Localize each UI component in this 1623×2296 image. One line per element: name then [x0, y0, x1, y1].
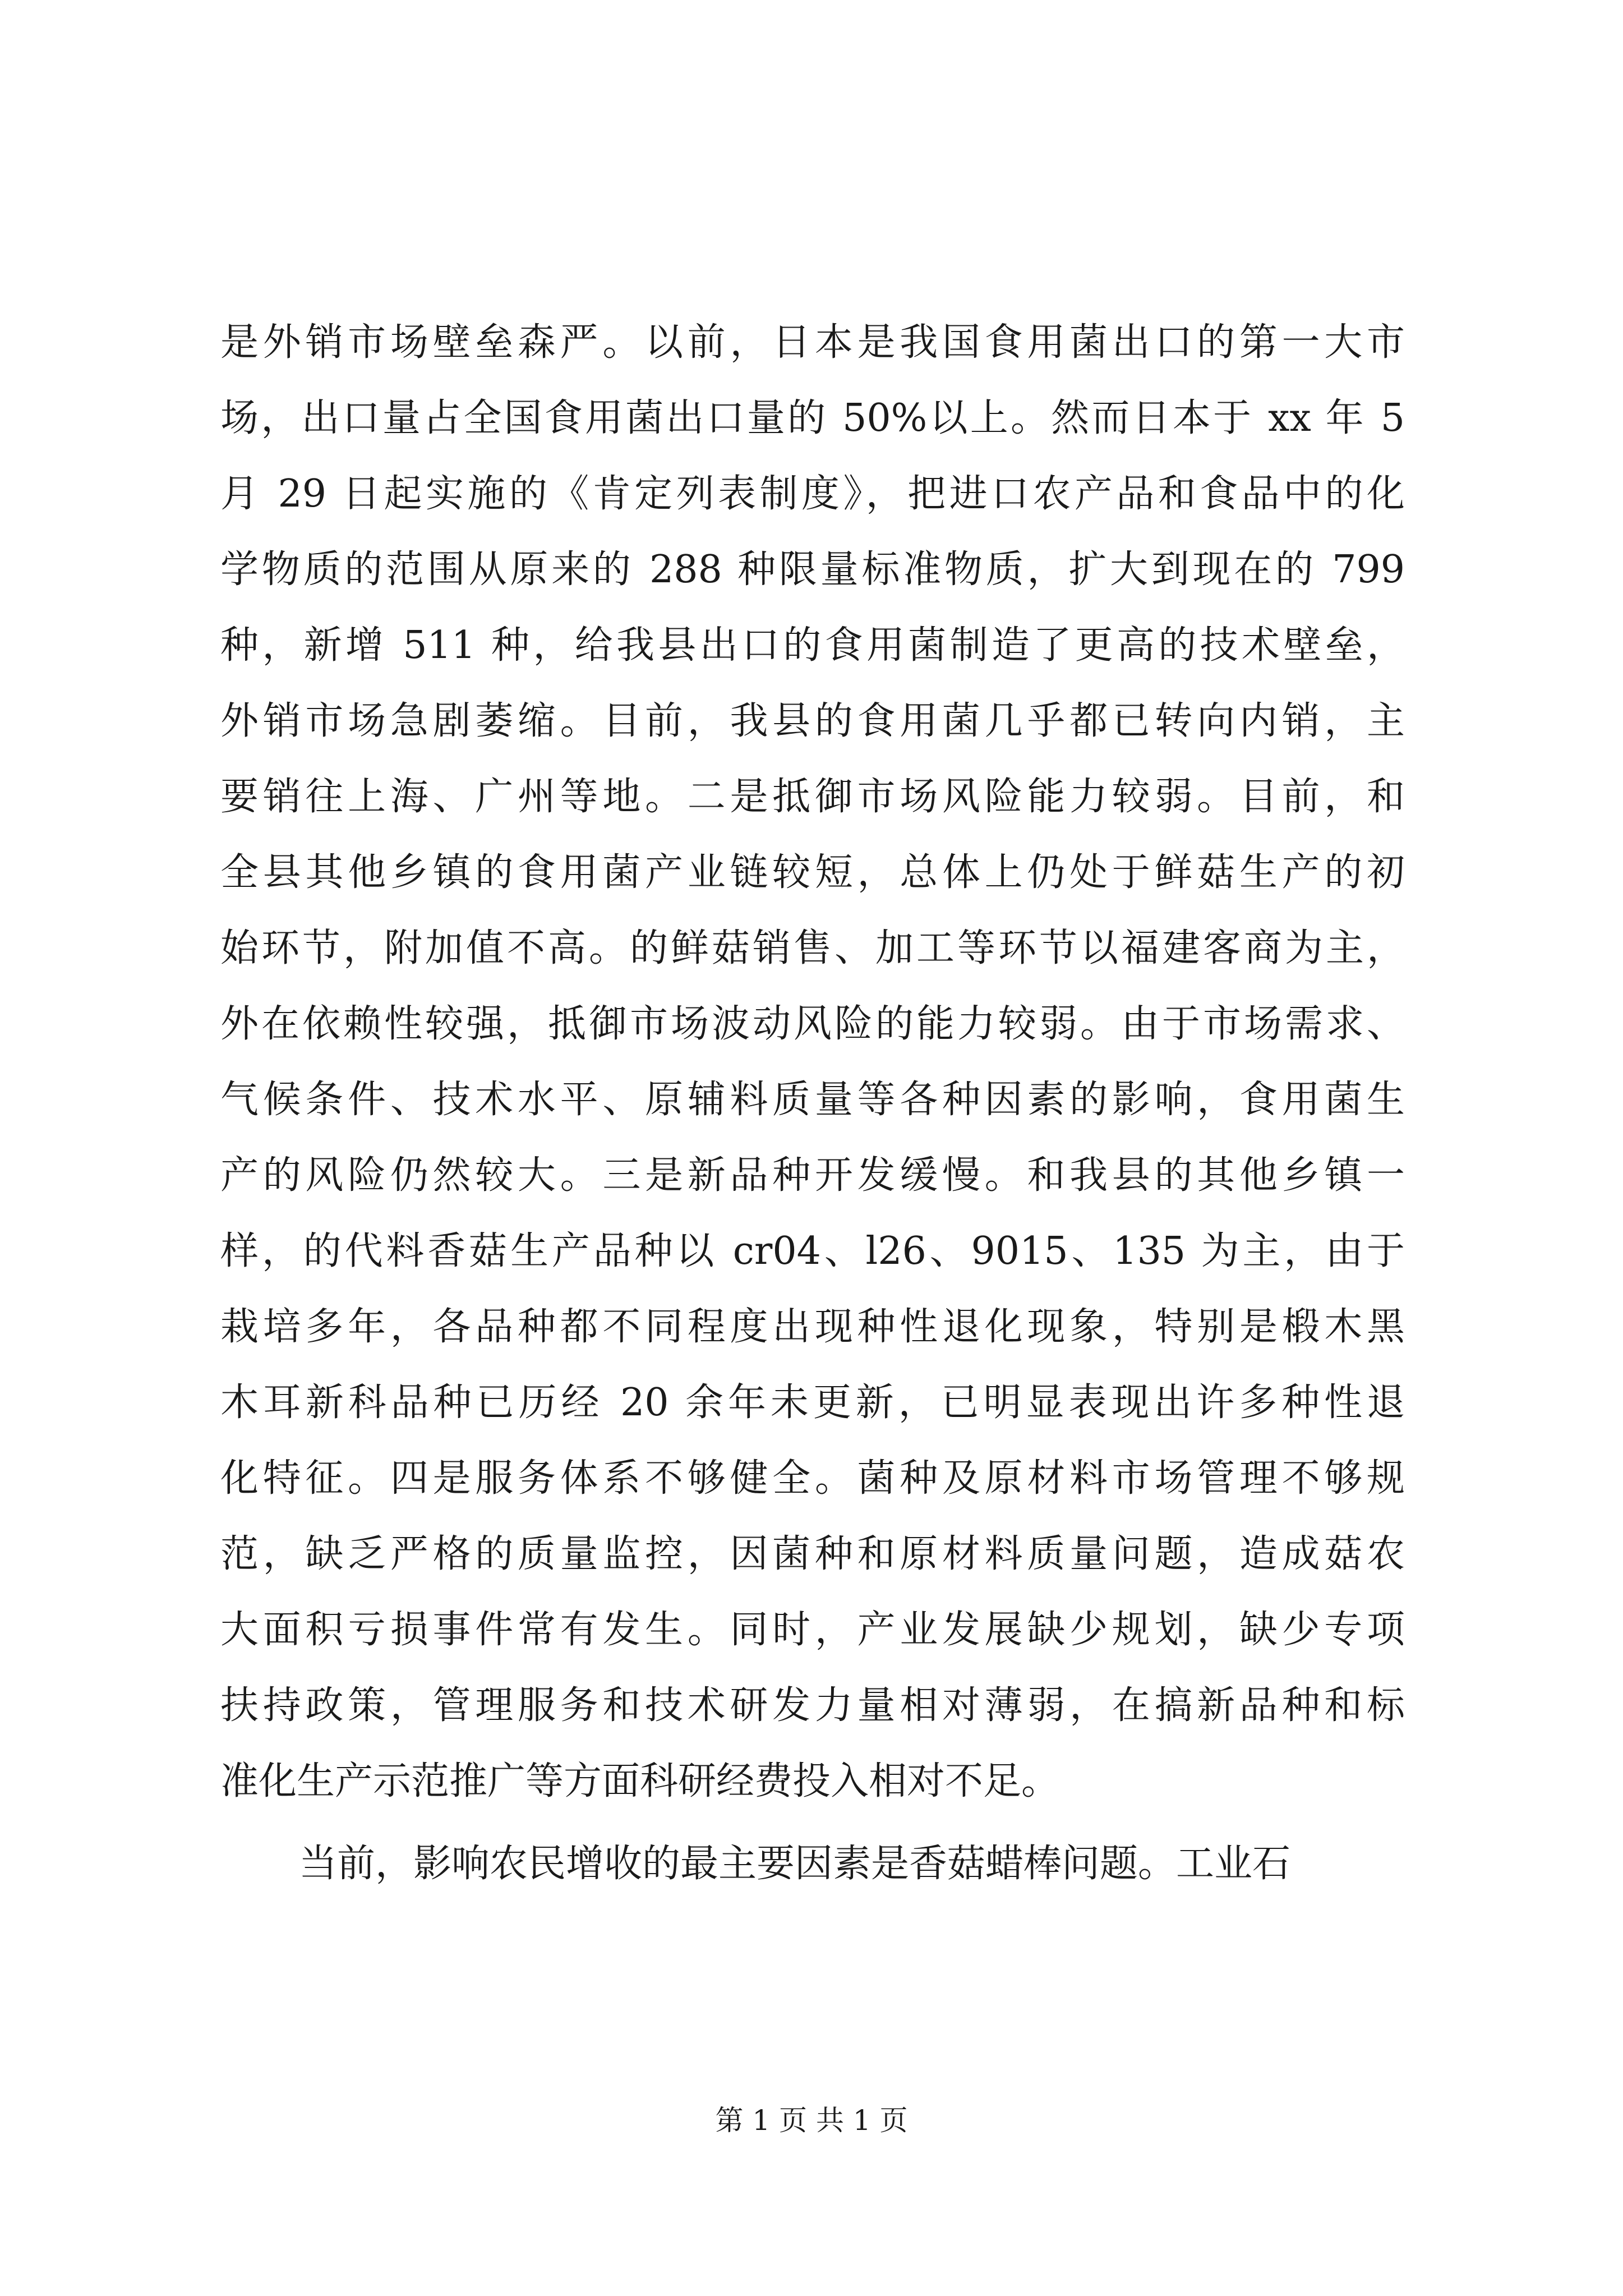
- text-line: 始环节，附加值不高。的鲜菇销售、加工等环节以福建客商为主，: [220, 926, 1405, 970]
- text-line: 产的风险仍然较大。三是新品种开发缓慢。和我县的其他乡镇一: [220, 1153, 1405, 1198]
- text-line: 全县其他乡镇的食用菌产业链较短，总体上仍处于鲜菇生产的初: [220, 850, 1405, 895]
- paragraph: [220, 305, 1405, 1819]
- document-body: [220, 305, 1405, 1902]
- text-line: 学物质的范围从原来的 288 种限量标准物质，扩大到现在的 799: [220, 547, 1405, 592]
- text-line: 当前，影响农民增收的最主要因素是香菇蜡棒问题。工业石: [299, 1842, 1291, 1886]
- text-line: 是外销市场壁垒森严。以前，日本是我国食用菌出口的第一大市: [220, 320, 1405, 365]
- text-line: 外销市场急剧萎缩。目前，我县的食用菌几乎都已转向内销，主: [220, 699, 1405, 743]
- text-line: 大面积亏损事件常有发生。同时，产业发展缺少规划，缺少专项: [220, 1608, 1405, 1652]
- page-number-footer: 第 1 页 共 1 页: [715, 2104, 908, 2137]
- text-line: 气候条件、技术水平、原辅料质量等各种因素的影响，食用菌生: [220, 1078, 1405, 1122]
- text-line: 扶持政策，管理服务和技术研发力量相对薄弱，在搞新品种和标: [220, 1683, 1405, 1728]
- paragraph: [220, 1826, 1405, 1902]
- text-line: 化特征。四是服务体系不够健全。菌种及原材料市场管理不够规: [220, 1456, 1405, 1501]
- text-line: 范，缺乏严格的质量监控，因菌种和原材料质量问题，造成菇农: [220, 1532, 1405, 1576]
- text-line: 要销往上海、广州等地。二是抵御市场风险能力较弱。目前，和: [220, 775, 1405, 819]
- text-line: 场，出口量占全国食用菌出口量的 50%以上。然而日本于 xx 年 5: [220, 396, 1405, 440]
- text-line: 外在依赖性较强，抵御市场波动风险的能力较弱。由于市场需求、: [220, 1002, 1405, 1046]
- text-line: 种，新增 511 种，给我县出口的食用菌制造了更高的技术壁垒，: [220, 623, 1405, 668]
- text-line: 月 29 日起实施的《肯定列表制度》，把进口农产品和食品中的化: [220, 472, 1405, 516]
- text-line: 木耳新科品种已历经 20 余年未更新，已明显表现出许多种性退: [220, 1381, 1405, 1425]
- text-line: 准化生产示范推广等方面科研经费投入相对不足。: [220, 1759, 1060, 1803]
- text-line: 样，的代料香菇生产品种以 cr04、l26、9015、135 为主，由于: [220, 1229, 1405, 1273]
- text-line: 栽培多年，各品种都不同程度出现种性退化现象，特别是椴木黑: [220, 1305, 1405, 1349]
